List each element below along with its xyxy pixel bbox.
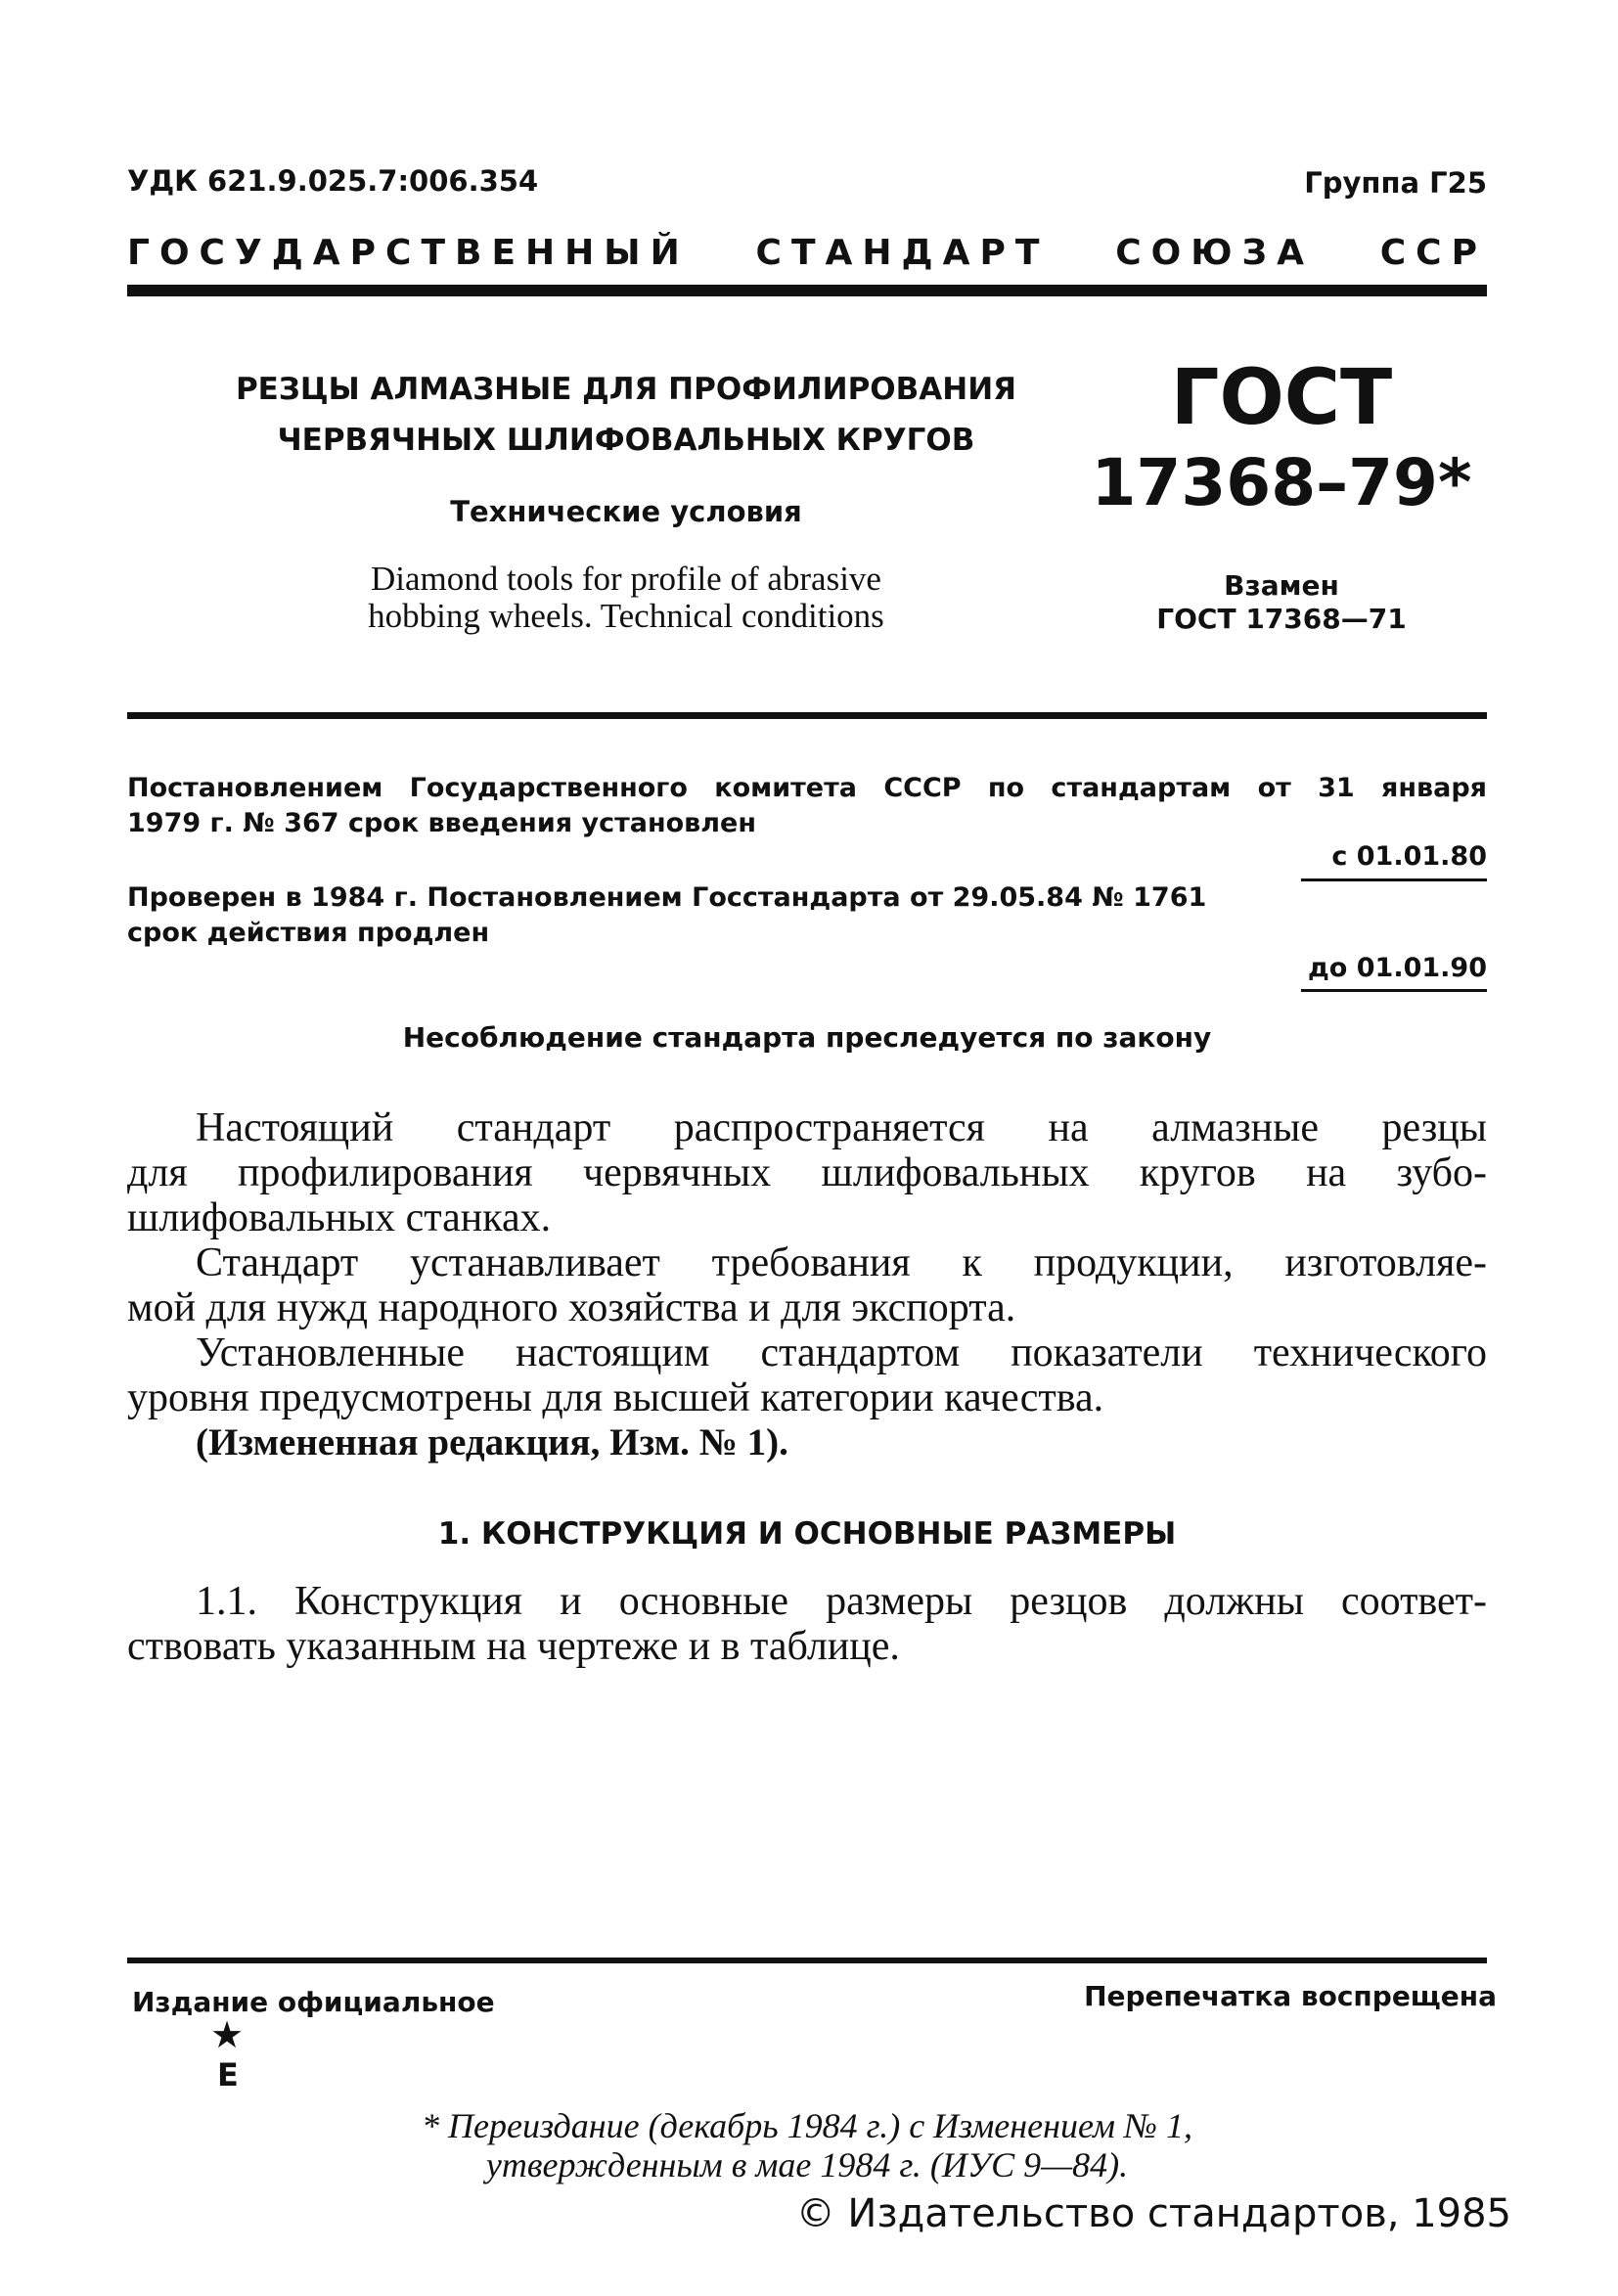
decree-line1: Постановлением Государственного комитета СССР по стандартам от 31 января (127, 773, 1487, 803)
copyright: © Издательство стандартов, 1985 (795, 2191, 1511, 2236)
footer-rule (127, 1958, 1487, 1963)
replaces-value: ГОСТ 17368—71 (1156, 603, 1407, 635)
check-line2: срок действия продлен (127, 918, 490, 948)
star-icon: ★ (210, 2013, 245, 2056)
paragraph-3-line2: уровня предусмотрены для высшей категории качества. (127, 1375, 1104, 1420)
udk-code: УДК 621.9.025.7:006.354 (127, 164, 539, 198)
official-edition: Издание официальное (132, 1986, 495, 2018)
paragraph-1-line2: для профилирования червячных шлифовальных кругов на зубо- (127, 1150, 1487, 1195)
group-code: Группа Г25 (1304, 166, 1487, 200)
english-title-line1: Diamond tools for profile of abrasive (371, 560, 881, 598)
document-title-line2: ЧЕРВЯЧНЫХ ШЛИФОВАЛЬНЫХ КРУГОВ (277, 423, 975, 458)
section-heading: 1. КОНСТРУКЦИЯ И ОСНОВНЫЕ РАЗМЕРЫ (437, 1516, 1177, 1552)
date-from-underline (1301, 878, 1487, 881)
edition-letter: Е (217, 2056, 239, 2093)
document-title-line1: РЕЗЦЫ АЛМАЗНЫЕ ДЛЯ ПРОФИЛИРОВАНИЯ (235, 372, 1017, 407)
gost-label: ГОСТ (1170, 354, 1393, 442)
date-until-underline (1301, 989, 1487, 992)
date-until: до 01.01.90 (1308, 953, 1487, 983)
clause-1-1-line1: 1.1. Конструкция и основные размеры резцов должны соответ- (196, 1579, 1487, 1624)
gost-number: 17368–79* (1091, 445, 1472, 520)
reissue-note-line2: утвержденным в мае 1984 г. (ИУС 9—84). (485, 2145, 1129, 2184)
reprint-prohibited: Перепечатка воспрещена (1084, 1980, 1497, 2012)
paragraph-3-line1: Установленные настоящим стандартом показатели технического (196, 1330, 1487, 1375)
amendment-note: (Измененная редакция, Изм. № 1). (196, 1421, 788, 1463)
paragraph-1-line1: Настоящий стандарт распространяется на алмазные резцы (196, 1105, 1487, 1150)
decree-line2: 1979 г. № 367 срок введения установлен (127, 808, 756, 838)
english-title-line2: hobbing wheels. Technical conditions (368, 597, 884, 635)
check-line1: Проверен в 1984 г. Постановлением Госстандарта от 29.05.84 № 1761 (127, 882, 1207, 913)
paragraph-2-line2: мой для нужд народного хозяйства и для экспорта. (127, 1285, 1016, 1330)
paragraph-2-line1: Стандарт устанавливает требования к продукции, изготовляе- (196, 1240, 1487, 1285)
law-notice: Несоблюдение стандарта преследуется по закону (402, 1021, 1212, 1054)
title-rule (127, 712, 1487, 719)
date-from: с 01.01.80 (1331, 841, 1487, 872)
reissue-note-line1: * Переиздание (декабрь 1984 г.) с Изменением № 1, (422, 2106, 1192, 2145)
document-subtitle: Технические условия (450, 495, 802, 528)
replaces-label: Взамен (1224, 569, 1339, 602)
standard-series: ГОСУДАРСТВЕННЫЙ СТАНДАРТ СОЮЗА ССР (127, 233, 1487, 273)
header-rule (127, 285, 1487, 296)
clause-1-1-line2: ствовать указанным на чертеже и в таблице. (127, 1624, 900, 1669)
paragraph-1-line3: шлифовальных станках. (127, 1195, 552, 1240)
